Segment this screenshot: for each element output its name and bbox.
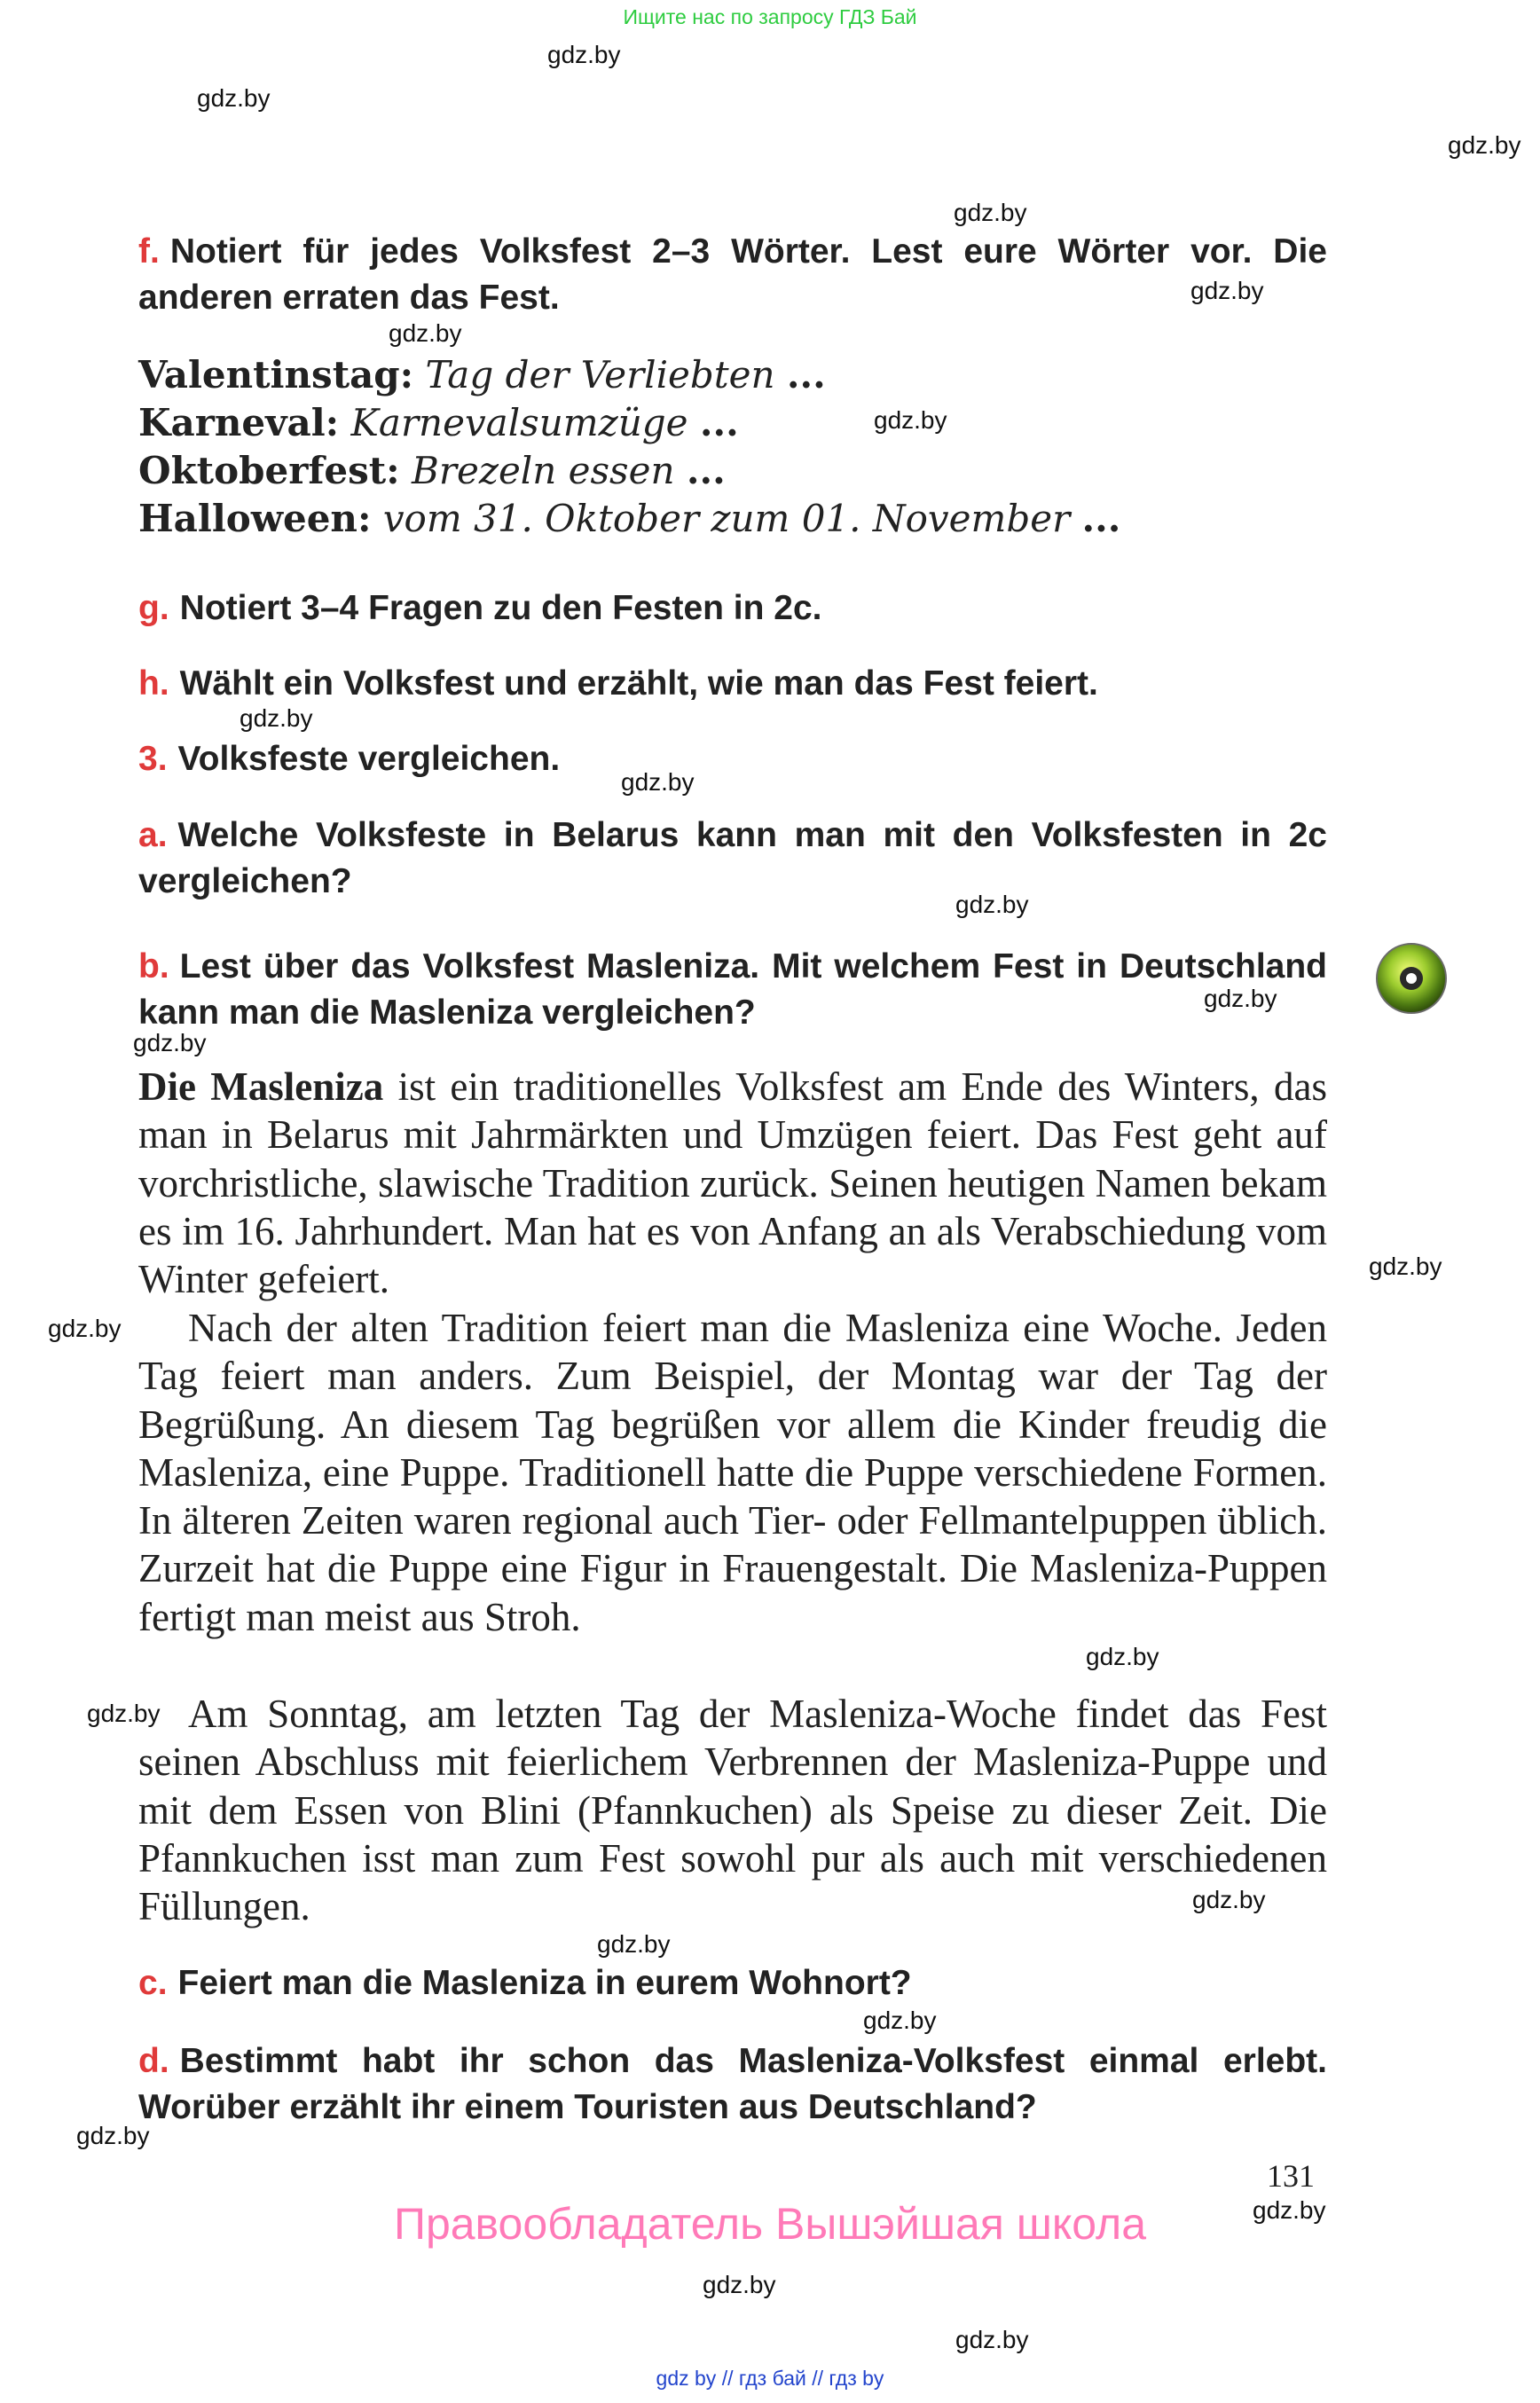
festival-row xyxy=(138,351,1327,399)
ellipsis: ... xyxy=(699,401,739,444)
watermark: gdz.by xyxy=(874,406,947,434)
festival-hint: vom 31. Oktober zum 01. November xyxy=(382,497,1071,540)
watermark: gdz.by xyxy=(1204,985,1277,1012)
task-g xyxy=(138,585,1327,632)
watermark: gdz.by xyxy=(597,1930,671,1958)
task-label: d. xyxy=(138,2042,169,2080)
task-label: 3. xyxy=(138,740,168,778)
watermark: gdz.by xyxy=(48,1315,122,1342)
task-label: a. xyxy=(138,816,168,854)
watermark: gdz.by xyxy=(76,2122,150,2149)
festival-hint: Brezeln essen xyxy=(412,449,675,492)
top-search-hint[interactable]: Ищите нас по запросу ГДЗ Бай xyxy=(623,5,917,28)
festival-name: Valentinstag: xyxy=(138,353,414,397)
footer-links[interactable]: gdz by // гдз бай // гдз by xyxy=(656,2367,884,2390)
watermark: gdz.by xyxy=(547,41,621,68)
festival-name: Oktoberfest: xyxy=(138,449,400,492)
festival-name: Karneval: xyxy=(138,401,340,444)
watermark: gdz.by xyxy=(955,891,1029,918)
task-text: Wählt ein Volksfest und erzählt, wie man das Fest feiert. xyxy=(179,664,1098,703)
watermark: gdz.by xyxy=(197,84,271,112)
task-3 xyxy=(138,736,1327,782)
task-label: b. xyxy=(138,947,169,986)
watermark: gdz.by xyxy=(87,1700,161,1727)
watermark: gdz.by xyxy=(1253,2196,1326,2224)
ellipsis: ... xyxy=(686,449,726,492)
task-d xyxy=(138,2038,1327,2131)
festival-row xyxy=(138,495,1327,543)
task-label: h. xyxy=(138,664,169,703)
task-label: c. xyxy=(138,1964,168,2002)
festival-row xyxy=(138,399,1327,447)
ellipsis: ... xyxy=(1081,497,1121,540)
task-text: Notiert 3–4 Fragen zu den Festen in 2c. xyxy=(179,589,822,627)
watermark: gdz.by xyxy=(863,2006,937,2034)
task-label: f. xyxy=(138,232,160,271)
watermark: gdz.by xyxy=(1086,1643,1159,1670)
reading-title: Die Masleniza xyxy=(138,1064,384,1109)
reading-paragraph-2 xyxy=(138,1304,1327,1641)
watermark: gdz.by xyxy=(621,768,695,796)
task-f xyxy=(138,229,1327,321)
festival-row xyxy=(138,447,1327,495)
watermark: gdz.by xyxy=(955,2326,1029,2353)
watermark: gdz.by xyxy=(1448,131,1521,159)
reading-paragraph-3 xyxy=(138,1690,1327,1930)
reading-text: ist ein traditionelles Volksfest am Ende des Winters, das man in Belarus mit Jahrmärkten und Umzügen feiert. Das Fest geht auf vorchristliche, slawische Tradition zurück. Seinen heutigen Namen bekam es im 16. Jahrhundert. Man hat es von Anfang an als Verabschiedung vom Winter gefeiert. xyxy=(138,1064,1327,1302)
task-a xyxy=(138,813,1327,905)
task-label: g. xyxy=(138,589,169,627)
watermark: gdz.by xyxy=(1190,277,1264,304)
page-number: 131 xyxy=(1267,2158,1315,2194)
task-text: Feiert man die Masleniza in eurem Wohnort? xyxy=(177,1964,912,2002)
festival-name: Halloween: xyxy=(138,497,372,540)
watermark: gdz.by xyxy=(133,1029,207,1056)
task-b xyxy=(138,944,1327,1036)
festival-hint: Tag der Verliebten xyxy=(425,353,775,397)
reading-text: Am Sonntag, am letzten Tag der Masleniza-Woche findet das Fest seinen Abschluss mit feierlichem Verbrennen der Masleniza-Puppe und mit dem Essen von Blini (Pfannkuchen) als Speise zu dieser Zeit. Die Pfannkuchen isst man zum Fest sowohl pur als auch mit verschiedenen Füllungen. xyxy=(138,1692,1327,1929)
watermark: gdz.by xyxy=(240,704,313,732)
watermark: gdz.by xyxy=(954,199,1027,226)
task-h xyxy=(138,661,1327,707)
watermark: gdz.by xyxy=(1369,1253,1442,1280)
watermark: gdz.by xyxy=(703,2271,776,2298)
task-text: Notiert für jedes Volksfest 2–3 Wörter. Lest eure Wörter vor. Die anderen erraten das Fest. xyxy=(138,232,1327,317)
task-text: Welche Volksfeste in Belarus kann man mit den Volksfesten in 2c vergleichen? xyxy=(138,816,1327,900)
reading-text: Nach der alten Tradition feiert man die Masleniza eine Woche. Jeden Tag feiert man anders. Zum Beispiel, der Montag war der Tag der Begrüßung. An diesem Tag begrüßen vor allem die Kinder freudig die Masleniza, eine Puppe. Traditionell hatte die Puppe verschiedene Formen. In älteren Zeiten waren regional auch Tier- oder Fellmantelpuppen üblich. Zurzeit hat die Puppe eine Figur in Frauengestalt. Die Masleniza-Puppen fertigt man meist aus Stroh. xyxy=(138,1306,1327,1639)
festival-word-list xyxy=(138,351,1327,543)
task-c xyxy=(138,1960,1327,2006)
watermark: gdz.by xyxy=(389,319,462,347)
festival-hint: Karnevalsumzüge xyxy=(350,401,688,444)
reading-paragraph-1 xyxy=(138,1063,1327,1303)
audio-cd-icon[interactable] xyxy=(1375,942,1448,1015)
rights-holder: Правообладатель Вышэйшая школа xyxy=(394,2199,1146,2249)
task-text: Bestimmt habt ihr schon das Masleniza-Volksfest einmal erlebt. Worüber erzählt ihr einem Touristen aus Deutschland? xyxy=(138,2042,1327,2126)
task-text: Lest über das Volksfest Masleniza. Mit welchem Fest in Deutschland kann man die Masleniza vergleichen? xyxy=(138,947,1327,1032)
task-text: Volksfeste vergleichen. xyxy=(177,740,561,778)
watermark: gdz.by xyxy=(1192,1886,1266,1913)
ellipsis: ... xyxy=(786,353,826,397)
